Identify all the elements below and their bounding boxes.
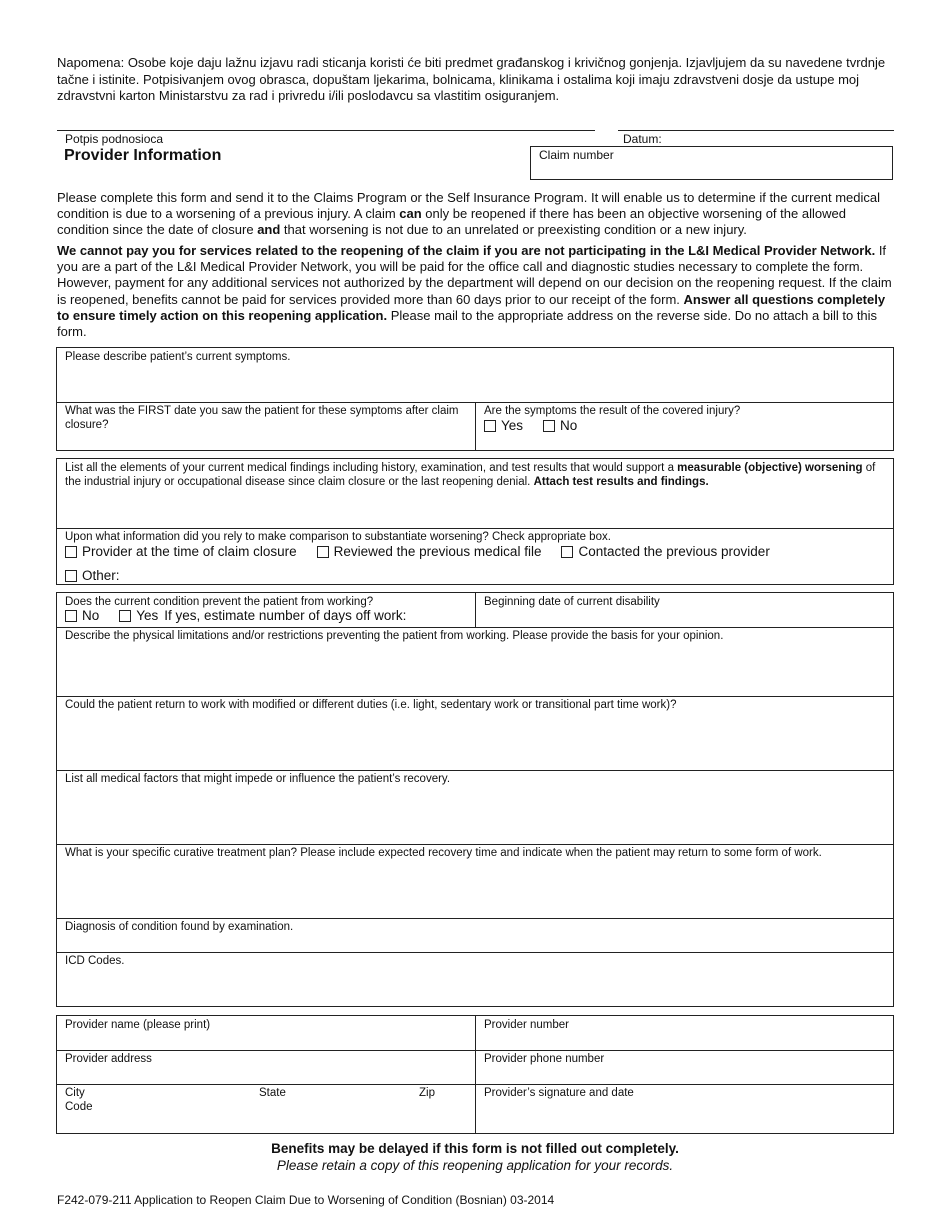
provider-signature-label: Provider’s signature and date — [484, 1087, 634, 1099]
covered-no-checkbox[interactable] — [543, 420, 555, 432]
provider-name-label: Provider name (please print) — [65, 1019, 211, 1031]
limitations-label: Describe the physical limitations and/or restrictions preventing the patient from working. Please provide the basis for your opinion. — [65, 630, 724, 642]
signature-line[interactable] — [57, 130, 595, 131]
findings-field[interactable] — [57, 459, 893, 528]
treatment-plan-field[interactable] — [57, 844, 893, 918]
provider-closure-checkbox[interactable] — [65, 546, 77, 558]
medical-factors-label: List all medical factors that might impede or influence the patient’s recovery. — [65, 773, 451, 785]
provider-name-field[interactable] — [57, 1016, 475, 1050]
prevent-working-field — [57, 593, 475, 628]
prevent-no-label: No — [82, 608, 100, 623]
other-label: Other: — [82, 568, 120, 583]
prevent-no-checkbox[interactable] — [65, 610, 77, 622]
other-checkbox[interactable] — [65, 570, 77, 582]
beginning-date-field[interactable] — [476, 593, 893, 627]
comparison-field — [57, 528, 893, 584]
provider-address-label: Provider address — [65, 1053, 152, 1065]
intro-paragraph-2: We cannot pay you for services related to the reopening of the claim if you are not participating in the L&I Medical Provider Network. If you are a part of the L&I Medical Provider Network, you will be paid for the office call and diagnostic studies necessary to complete the form. However, payment for any additional services not authorized by the department will depend on our decision on the reopening request. If the claim is reopened, benefits cannot be paid for services provided more than 60 days prior to our receipt of the form. Answer all questions completely to ensure timely action on this reopening application. Please mail to the appropriate address on the reverse side. Do no attach a bill to this form. — [57, 243, 892, 340]
work-status-section — [56, 592, 894, 1007]
claim-number-field[interactable] — [530, 146, 893, 180]
first-date-label: What was the FIRST date you saw the patient for these symptoms after claim closure? — [65, 405, 459, 431]
provider-details-section — [56, 1015, 894, 1134]
prevent-yes-label: Yes — [136, 608, 159, 623]
prevent-working-label: Does the current condition prevent the patient from working? — [65, 596, 374, 608]
city-label: City — [65, 1087, 85, 1099]
zip-label: Zip — [419, 1087, 435, 1099]
medical-factors-field[interactable] — [57, 770, 893, 844]
date-line[interactable] — [618, 130, 894, 131]
claim-number-label: Claim number — [539, 148, 614, 162]
signature-label: Potpis podnosioca — [65, 132, 164, 146]
provider-number-field[interactable] — [476, 1016, 893, 1050]
covered-yes-checkbox[interactable] — [484, 420, 496, 432]
comparison-label: Upon what information did you rely to make comparison to substantiate worsening? Check appropriate box. — [65, 531, 611, 543]
retain-copy-note: Please retain a copy of this reopening application for your records. — [276, 1158, 674, 1173]
treatment-plan-label: What is your specific curative treatment plan? Please include expected recovery time and indicate when the patient may return to some form of work. — [65, 847, 822, 859]
contacted-provider-label: Contacted the previous provider — [578, 544, 770, 559]
city-state-zip-field[interactable] — [57, 1084, 475, 1133]
beginning-date-label: Beginning date of current disability — [484, 596, 660, 608]
code-label: Code — [65, 1101, 93, 1113]
provider-closure-label: Provider at the time of claim closure — [82, 544, 297, 559]
covered-injury-label: Are the symptoms the result of the covered injury? — [484, 405, 741, 417]
icd-codes-label: ICD Codes. — [65, 955, 125, 967]
provider-phone-label: Provider phone number — [484, 1053, 605, 1065]
diagnosis-label: Diagnosis of condition found by examination. — [65, 921, 294, 933]
contacted-provider-checkbox[interactable] — [561, 546, 573, 558]
provider-signature-field[interactable] — [476, 1084, 893, 1133]
limitations-field[interactable] — [57, 627, 893, 696]
reviewed-file-checkbox[interactable] — [317, 546, 329, 558]
days-off-label: If yes, estimate number of days off work: — [164, 608, 407, 623]
return-to-work-label: Could the patient return to work with modified or different duties (i.e. light, sedentary work or transitional part time work)? — [65, 699, 677, 711]
symptoms-section — [56, 347, 894, 451]
provider-number-label: Provider number — [484, 1019, 570, 1031]
state-label: State — [259, 1087, 286, 1099]
provider-phone-field[interactable] — [476, 1050, 893, 1084]
legal-notice: Napomena: Osobe koje daju lažnu izjavu radi sticanja koristi će biti predmet građanskog i krivičnog gonjenja. Izjavljujem da su navedene tvrdnje tačne i istinite. Potpisivanjem ovog obrasca, dopuštam ljekarima, bolnicama, klinikama i ostalima koji imaju zdravstveni dosje da ustupe moj zdravstvni karton Ministarstvu za rad i privredu i/ili poslodavcu sa vlastitim osiguranjem. — [57, 55, 886, 103]
first-date-field[interactable] — [57, 402, 475, 450]
incomplete-warning: Benefits may be delayed if this form is not filled out completely. — [271, 1141, 679, 1156]
prevent-yes-checkbox[interactable] — [119, 610, 131, 622]
findings-label: List all the elements of your current medical findings including history, examination, and test results that would support a measurable (objective) worsening of the industrial injury or occupational disease since claim closure or the last reopening denial. Attach test results and findings. — [65, 462, 876, 488]
diagnosis-field[interactable] — [57, 918, 893, 952]
covered-injury-field — [476, 402, 893, 450]
covered-no-label: No — [560, 418, 578, 433]
icd-codes-field[interactable] — [57, 952, 893, 1006]
symptoms-field[interactable] — [57, 348, 893, 402]
findings-section — [56, 458, 894, 585]
form-id: F242-079-211 Application to Reopen Claim Due to Worsening of Condition (Bosnian) 03-2014 — [57, 1193, 555, 1207]
return-to-work-field[interactable] — [57, 696, 893, 770]
page-title: Provider Information — [64, 147, 222, 164]
date-label: Datum: — [623, 132, 662, 146]
symptoms-label: Please describe patient’s current symptoms. — [65, 351, 291, 363]
provider-address-field[interactable] — [57, 1050, 475, 1084]
covered-yes-label: Yes — [501, 418, 524, 433]
reviewed-file-label: Reviewed the previous medical file — [333, 544, 542, 559]
intro-paragraph-1: Please complete this form and send it to the Claims Program or the Self Insurance Program. It will enable us to determine if the current medical condition is due to a worsening of a previous injury. A claim can only be reopened if there has been an objective worsening of the allowed condition since the date of closure and that worsening is not due to an unrelated or preexisting condition or a new injury. — [57, 190, 880, 238]
